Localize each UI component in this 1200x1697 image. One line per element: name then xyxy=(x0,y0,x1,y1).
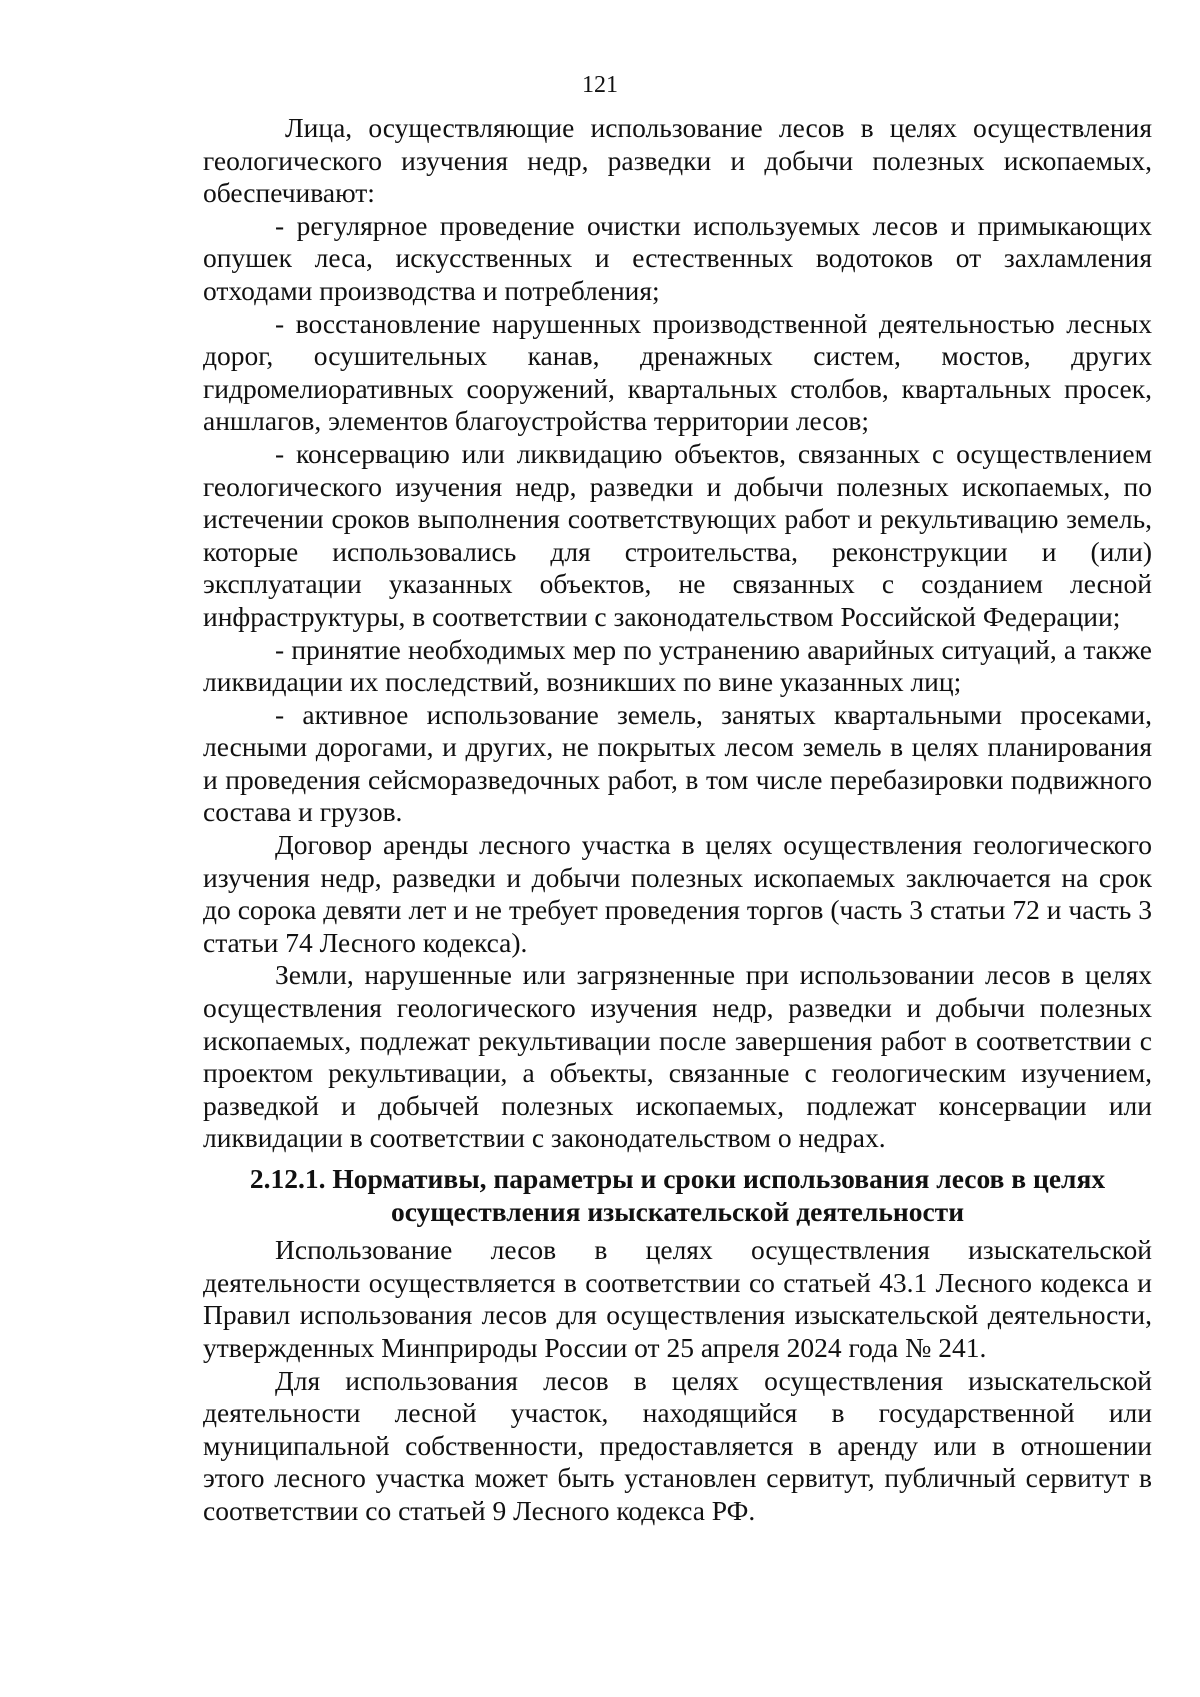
section-heading-line1: 2.12.1. Нормативы, параметры и сроки использования лесов в целях xyxy=(249,1163,1106,1194)
paragraph-intro: Лица, осуществляющие использование лесов в целях осуществления геологического изучения недр, разведки и добычи полезных ископаемых, обеспечивают: xyxy=(203,112,1152,209)
document-body xyxy=(203,112,1152,1528)
paragraph-item-restoration: - восстановление нарушенных производственной деятельностью лесных дорог, осушительных канав, дренажных систем, мостов, других гидромелиоративных сооружений, квартальных столбов, квартальных просек, аншлагов, элементов благоустройства территории лесов; xyxy=(203,307,1152,437)
paragraph-item-cleaning: - регулярное проведение очистки используемых лесов и примыкающих опушек леса, искусственных и естественных водотоков от захламления отходами производства и потребления; xyxy=(203,209,1152,306)
paragraph-recultivation: Земли, нарушенные или загрязненные при использовании лесов в целях осуществления геологического изучения недр, разведки и добычи полезных ископаемых, подлежат рекультивации после завершения работ в соответствии с проектом рекультивации, а объекты, связанные с геологическим изучением, разведкой и добычей полезных ископаемых, подлежат консервации или ликвидации в соответствии с законодательством о недрах. xyxy=(203,959,1152,1154)
paragraph-survey-lease: Для использования лесов в целях осуществления изыскательской деятельности лесной участок, находящийся в государственной или муниципальной собственности, предоставляется в аренду или в отношении этого лесного участка может быть установлен сервитут, публичный сервитут в соответствии со статьей 9 Лесного кодекса РФ. xyxy=(203,1364,1152,1526)
section-heading xyxy=(203,1163,1152,1228)
section-heading-line2: осуществления изыскательской деятельности xyxy=(390,1195,965,1227)
paragraph-item-conservation: - консервацию или ликвидацию объектов, связанных с осуществлением геологического изучения недр, разведки и добычи полезных ископаемых, по истечении сроков выполнения соответствующих работ и рекультивацию земель, которые использовались для строительства, реконструкции и (или) эксплуатации указанных объектов, не связанных с созданием лесной инфраструктуры, в соответствии с законодательством Российской Федерации; xyxy=(203,437,1152,632)
page-number: 121 xyxy=(582,72,618,98)
paragraph-item-land-use: - активное использование земель, занятых квартальными просеками, лесными дорогами, и других, не покрытых лесом земель в целях планирования и проведения сейсморазведочных работ, в том числе перебазировки подвижного состава и грузов. xyxy=(203,698,1152,828)
paragraph-lease-contract: Договор аренды лесного участка в целях осуществления геологического изучения недр, разведки и добычи полезных ископаемых заключается на срок до сорока девяти лет и не требует проведения торгов (часть 3 статьи 72 и часть 3 статьи 74 Лесного кодекса). xyxy=(203,829,1152,958)
paragraph-item-emergency: - принятие необходимых мер по устранению аварийных ситуаций, а также ликвидации их последствий, возникших по вине указанных лиц; xyxy=(203,633,1152,698)
paragraph-survey-use: Использование лесов в целях осуществления изыскательской деятельности осуществляется в соответствии со статьей 43.1 Лесного кодекса и Правил использования лесов для осуществления изыскательской деятельности, утвержденных Минприроды России от 25 апреля 2024 года № 241. xyxy=(203,1234,1152,1363)
